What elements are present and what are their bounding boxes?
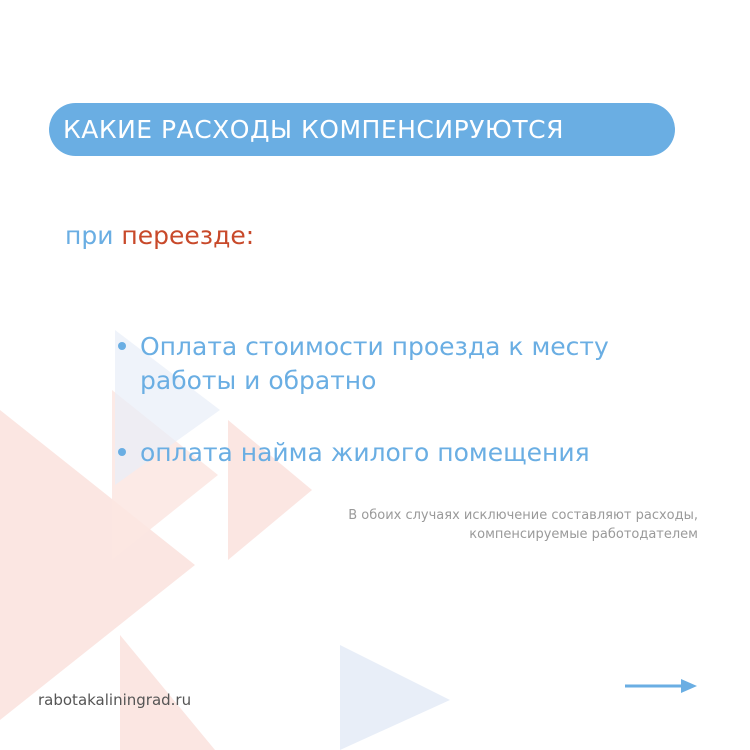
subtitle-accent: переезде: [121,221,255,250]
subtitle-prefix: при [65,221,114,250]
subtitle [65,221,254,250]
website-link[interactable]: rabotakaliningrad.ru [38,691,192,709]
bullet-dot-icon [118,448,126,456]
bullet-dot-icon [118,342,126,350]
list-item-text: Оплата стоимости проезда к месту работы и обратно [140,332,609,395]
bullet-list [117,330,677,470]
header-pill [49,103,675,156]
footnote: В обоих случаях исключение составляют расходы, компенсируемые работодателем [348,508,698,542]
page-title: КАКИЕ РАСХОДЫ КОМПЕНСИРУЮТСЯ [63,115,564,144]
decor-triangle [340,645,450,750]
list-item-text: оплата найма жилого помещения [140,438,590,467]
arrow-right-icon[interactable] [625,677,699,695]
list-item [117,436,677,470]
list-item [117,330,677,398]
